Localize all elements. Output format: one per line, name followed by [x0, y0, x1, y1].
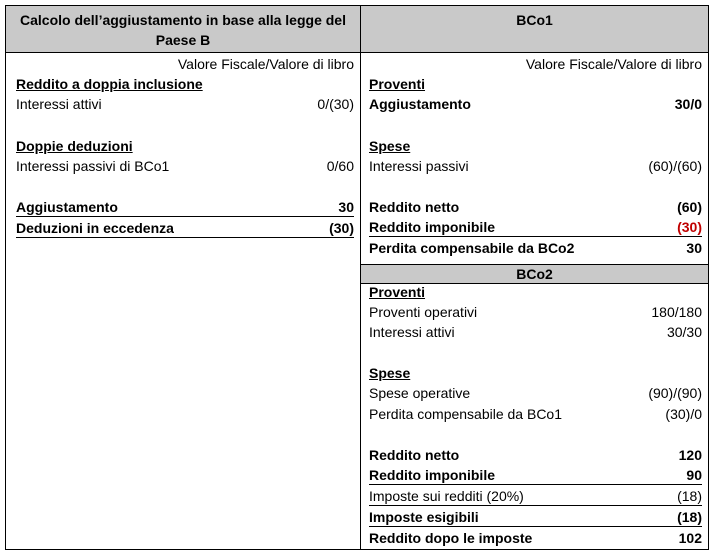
bco1-row-reddito-imponibile	[369, 217, 702, 237]
row-label: Spese operative	[369, 385, 471, 401]
row-label: Reddito imponibile	[369, 467, 495, 483]
row-label: Interessi attivi	[16, 96, 102, 112]
row-value: 0/60	[326, 158, 354, 174]
bco1-row-reddito-netto	[369, 197, 702, 217]
left-section-title-1	[16, 74, 354, 94]
bco1-spese-title	[369, 136, 702, 156]
row-label: Proventi operativi	[369, 304, 478, 320]
row-value: (18)	[677, 509, 702, 525]
left-row-deduzioni	[16, 218, 354, 238]
bco1-row-aggiustamento	[369, 94, 702, 114]
row-label: Interessi attivi	[369, 324, 455, 340]
row-value: 30/0	[674, 96, 702, 112]
bco1-row-perdita	[369, 238, 702, 258]
bco1-proventi-title	[369, 74, 702, 94]
row-label: Perdita compensabile da BCo2	[369, 240, 575, 256]
section-title: Reddito a doppia inclusione	[16, 76, 203, 92]
row-value: (18)	[677, 488, 702, 504]
section-title: Doppie deduzioni	[16, 138, 133, 154]
bco2-row-reddito-netto	[369, 445, 702, 465]
row-value: (60)	[677, 199, 702, 215]
section-title: Spese	[369, 365, 411, 381]
bco2-row-imposte-redditi	[369, 486, 702, 506]
bco2-row-spese-operative	[369, 383, 702, 403]
left-col-header-text: Valore Fiscale/Valore di libro	[177, 56, 354, 72]
row-label: Reddito dopo le imposte	[369, 530, 533, 546]
row-value: (30)	[677, 219, 702, 235]
row-label: Interessi passivi di BCo1	[16, 158, 170, 174]
row-label: Interessi passivi	[369, 158, 469, 174]
row-value: 30	[686, 240, 702, 256]
row-value: (30)/0	[665, 406, 702, 422]
left-row-interessi-attivi	[16, 94, 354, 114]
row-value: (90)/(90)	[648, 385, 702, 401]
row-label: Imposte sui redditi (20%)	[369, 488, 524, 504]
bco2-row-reddito-dopo	[369, 528, 702, 548]
row-value: 30	[338, 199, 354, 215]
row-label: Reddito netto	[369, 447, 460, 463]
bco1-col-header-text: Valore Fiscale/Valore di libro	[525, 56, 702, 72]
section-title: Proventi	[369, 76, 426, 92]
bco1-col-header	[369, 54, 702, 74]
row-value: 0/(30)	[317, 96, 354, 112]
left-col-header	[16, 54, 354, 74]
bco1-row-interessi-passivi	[369, 156, 702, 176]
bco2-row-proventi-operativi	[369, 302, 702, 322]
bco2-row-interessi-attivi	[369, 322, 702, 342]
section-title: Spese	[369, 138, 411, 154]
bco2-spese-title	[369, 363, 702, 383]
row-value: 102	[678, 530, 702, 546]
bco2-row-imposte-esigibili	[369, 507, 702, 527]
row-value: 120	[678, 447, 702, 463]
left-header: Calcolo dell’aggiustamento in base alla legge del Paese B	[6, 6, 360, 53]
left-section-title-2	[16, 136, 354, 156]
left-row-aggiustamento	[16, 197, 354, 217]
bco2-proventi-title	[369, 282, 702, 302]
bco2-header: BCo2	[361, 264, 708, 284]
row-value: (60)/(60)	[648, 158, 702, 174]
comparison-table	[5, 5, 709, 550]
row-label: Reddito netto	[369, 199, 460, 215]
row-label: Reddito imponibile	[369, 219, 495, 235]
bco2-row-perdita	[369, 404, 702, 424]
row-label: Deduzioni in eccedenza	[16, 220, 174, 236]
section-title: Proventi	[369, 284, 426, 300]
bco2-row-reddito-imponibile	[369, 465, 702, 485]
row-label: Aggiustamento	[16, 199, 118, 215]
row-value: (30)	[329, 220, 354, 236]
bco1-header: BCo1	[361, 6, 708, 53]
row-value: 90	[686, 467, 702, 483]
row-label: Aggiustamento	[369, 96, 471, 112]
row-label: Perdita compensabile da BCo1	[369, 406, 563, 422]
left-row-interessi-passivi	[16, 156, 354, 176]
row-label: Imposte esigibili	[369, 509, 479, 525]
row-value: 30/30	[666, 324, 702, 340]
row-value: 180/180	[651, 304, 702, 320]
